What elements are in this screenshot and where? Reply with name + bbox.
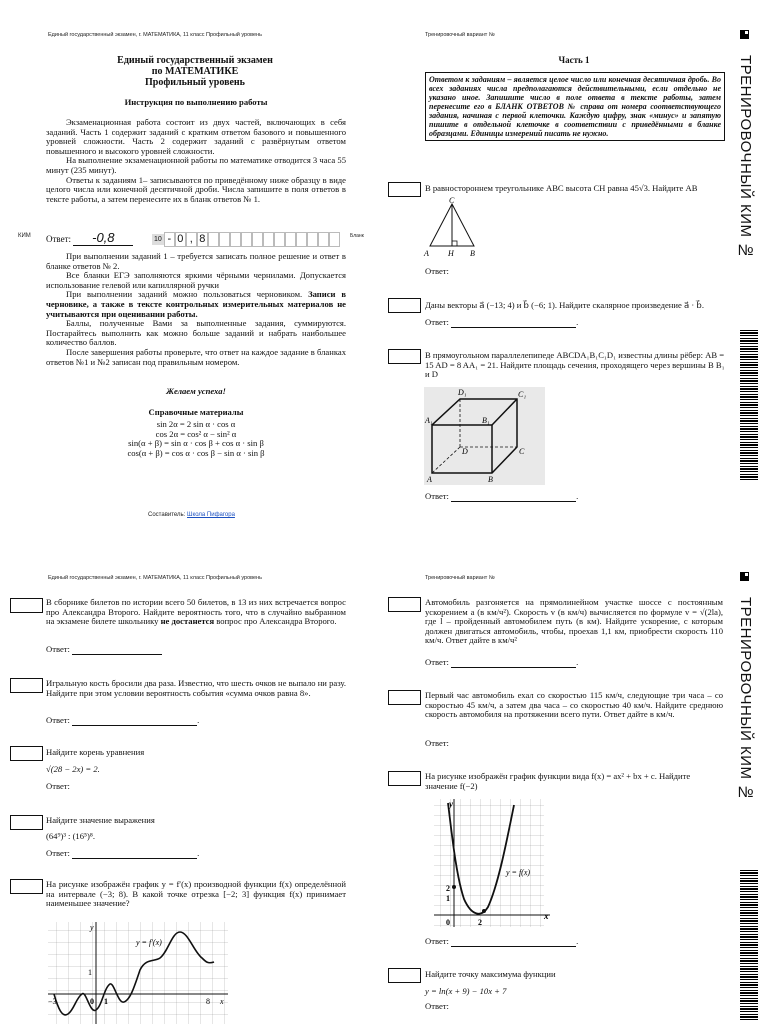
axis-x-label: x [220, 997, 224, 1006]
sample-answer [46, 230, 133, 246]
page-header-2: Единый государственный экзамен, г. МАТЕМАТИКА, 11 класс Профильный уровень [48, 575, 262, 581]
instruction-p2: На выполнение экзаменационной работы по математике отводится 3 часа 55 минут (235 минут). [46, 155, 346, 175]
answer-label-q3: Ответ: [425, 491, 449, 501]
answer-box-q12[interactable] [388, 968, 421, 983]
instruction-title: Инструкция по выполнению работы [124, 97, 268, 107]
question-8: На рисунке изображён график y = f′(x) производной функции f(x) определённой на интервале (−3; 8). В какой точке отрезка [−2; 3] функция f(x) принимает наименьшее значение? [46, 879, 346, 909]
instruction-p6 [46, 290, 346, 319]
instruction-p1: Экзаменационная работа состоит из двух частей, включающих в себя заданий. Часть 1 содержит заданий с кратким ответом базового и повышенного уровней сложности. Часть 2 содержит заданий с развёрнутым ответом повышенного и высокого уровней сложности. [46, 117, 346, 156]
answer-box-q5[interactable] [10, 678, 43, 693]
reference-title: Справочные материалы [148, 407, 244, 417]
answer-box-q1[interactable] [388, 182, 421, 197]
answer-label-q10: Ответ: [425, 738, 449, 748]
label-h: H [448, 249, 454, 258]
x-tick-8: 8 [206, 997, 210, 1006]
author-line [148, 512, 235, 518]
y-tick-1: 1 [88, 968, 92, 977]
curve-label: y = f′(x) [136, 938, 162, 947]
answer-line-q2[interactable] [451, 319, 576, 328]
x-tick-1: 1 [104, 997, 108, 1006]
blank-cell [285, 232, 296, 247]
question-5: Игральную кость бросили два раза. Известно, что шесть очков не выпало ни разу. Найдите при этом условии вероятность события «сумма очков равна 8». [46, 678, 346, 698]
question-6-equation: √(28 − 2x) = 2. [46, 764, 100, 774]
question-6: Найдите корень уравнения [46, 747, 145, 757]
label-d: D [462, 447, 468, 456]
instruction-p6-bold: Записи в черновике, а также в тексте контрольных измерительных материалов не учитываются при оценивании работы. [46, 289, 346, 319]
x-tick-0: 0 [90, 997, 94, 1006]
answer-label-q11: Ответ: [425, 936, 449, 946]
label-b-box: B [488, 475, 493, 484]
label-c: C [449, 196, 455, 205]
marker-square-bottom [740, 572, 749, 581]
variant-header-2: Тренировочный вариант № [425, 575, 495, 581]
answer-box-q7[interactable] [10, 815, 43, 830]
side-label-bottom: ТРЕНИРОВОЧНЫЙ КИМ № [737, 597, 754, 802]
blank-cell [241, 232, 252, 247]
author-label: Составитель: [148, 512, 186, 518]
barcode-top [740, 330, 758, 480]
label-a-box: A [427, 475, 432, 484]
answer-box-q4[interactable] [10, 598, 43, 613]
blank-cell: 0 [175, 232, 186, 247]
blank-sample-number: 10 [154, 235, 162, 243]
question-1: В равностороннем треугольнике ABC высота CH равна 45√3. Найдите AB [425, 183, 698, 193]
blank-cell [208, 232, 219, 247]
answer-label-q6: Ответ: [46, 781, 70, 791]
blank-cell [307, 232, 318, 247]
answer-row-q11: Ответ: . [425, 936, 579, 946]
blank-cell: , [186, 232, 197, 247]
blank-cell [230, 232, 241, 247]
answer-label-q1: Ответ: [425, 266, 449, 276]
blank-cell [318, 232, 329, 247]
instruction-p4: При выполнении заданий 1 – требуется записать полное решение и ответ в бланке ответов № 2. [46, 251, 346, 271]
question-4-text: В сборнике билетов по истории всего 50 билетов, в 13 из них встречается вопрос про Александра Второго. Найдите вероятность того, что в случайно выбранном на экзамене билете школьнику [46, 597, 346, 627]
answer-box-q2[interactable] [388, 298, 421, 313]
label-a1: A₁ [425, 416, 433, 425]
blank-cell [296, 232, 307, 247]
answer-box-q3[interactable] [388, 349, 421, 364]
answer-line-q3[interactable] [451, 493, 576, 502]
formula-4: cos(α + β) = cos α · cos β − sin α · sin β [127, 447, 265, 458]
answer-box-q6[interactable] [10, 746, 43, 761]
blank-cell: 8 [197, 232, 208, 247]
answer-row-q5: Ответ: . [46, 715, 200, 725]
blank-cell [274, 232, 285, 247]
x-tick-minus3: −3 [48, 997, 57, 1006]
instruction-p8: После завершения работы проверьте, что ответ на каждое задание в бланках ответов №1 и №2 записан под правильным номером. [46, 346, 346, 367]
title-line-3: Профильный уровень [145, 77, 245, 88]
page-header: Единый государственный экзамен, г. МАТЕМАТИКА, 11 класс Профильный уровень [48, 32, 262, 38]
instruction-p5: Все бланки ЕГЭ заполняются яркими чёрными чернилами. Допускается использование гелевой или капиллярной ручки [46, 270, 346, 290]
triangle-figure [422, 196, 482, 262]
answer-label-q12: Ответ: [425, 1001, 449, 1011]
answer-box-q11[interactable] [388, 771, 421, 786]
answer-row-q7: Ответ: . [46, 848, 200, 858]
answer-row-q2: Ответ: . [425, 317, 579, 327]
instruction-p3: Ответы к заданиям 1– записываются по приведённому ниже образцу в виде целого числа или конечной десятичной дроби. Числа запишите в поля ответов в тексте работы, а затем перенесите их в бланк ответов № 1. [46, 174, 346, 204]
reference-formulas [46, 420, 346, 458]
barcode-bottom [740, 870, 758, 1020]
question-7: Найдите значение выражения [46, 815, 155, 825]
answer-label-q7: Ответ: [46, 848, 70, 858]
answer-box-q8[interactable] [10, 879, 43, 894]
marker-square-top [740, 30, 749, 39]
blank-cell [263, 232, 274, 247]
question-7-expression: (64⁹)³ : (16⁵)⁸. [46, 831, 96, 841]
variant-header: Тренировочный вариант № [425, 32, 495, 38]
x-tick-2: 2 [478, 918, 482, 927]
instruction-p6-text: При выполнении заданий можно пользоваться черновиком. [66, 289, 309, 300]
blank-cell [329, 232, 340, 247]
parallelepiped-figure [422, 385, 547, 487]
question-9: Автомобиль разгоняется на прямолинейном участке шоссе с постоянным ускорением a (в км/ч²). Скорость v (в км/ч) вычисляется по формуле v = √(2la), где l – пройденный автомобилем путь (в км). Найдите ускорение, с которым должен двигаться автомобиль, чтобы, проехав 1,1 км, приобрести скорость 110 км/ч. Ответ дайте в км/ч² [425, 597, 723, 646]
title-line-2: по МАТЕМАТИКЕ [151, 66, 239, 77]
y-tick-2: 2 [446, 884, 450, 893]
blank-cell [252, 232, 263, 247]
answer-line-q4[interactable] [72, 646, 162, 655]
blank-sample [152, 230, 340, 245]
answer-row-q4 [46, 645, 162, 655]
label-b: B [470, 249, 475, 258]
x-tick-0-b: 0 [446, 918, 450, 927]
label-c1: C₁ [518, 390, 527, 399]
instruction-p7: Баллы, полученные Вами за выполненные задания, суммируются. Постарайтесь выполнить как можно больше заданий и набрать наибольшее количество баллов. [46, 318, 346, 348]
side-label-top: ТРЕНИРОВОЧНЫЙ КИМ № [737, 55, 754, 260]
question-4-bold: не достанется [160, 616, 215, 627]
parabola-graph [430, 795, 555, 930]
label-a: A [424, 249, 429, 258]
answer-box-q10[interactable] [388, 690, 421, 705]
question-12-equation: y = ln(x + 9) − 10x + 7 [425, 986, 507, 996]
label-b1: B₁ [482, 416, 490, 425]
question-4 [46, 598, 346, 627]
label-c-box: C [519, 447, 525, 456]
kim-label: КИМ [18, 233, 31, 239]
answer-box-q9[interactable] [388, 597, 421, 612]
answer-label-q5: Ответ: [46, 715, 70, 725]
exam-title [100, 55, 290, 88]
instruction-body-2 [46, 252, 346, 367]
instruction-body [46, 118, 346, 204]
axis-x-label-2: x [544, 911, 549, 921]
blank-label: Бланк [350, 233, 364, 239]
answer-row-q3: Ответ: . [425, 491, 579, 501]
formula-1: sin 2α = 2 sin α · cos α [156, 419, 236, 429]
question-4-end: вопрос про Александра Второго. [214, 616, 337, 627]
blank-cell: - [164, 232, 175, 247]
label-d1: D₁ [458, 388, 467, 397]
answer-label-q9: Ответ: [425, 657, 449, 667]
formula-3: sin(α + β) = sin α · cos β + cos α · sin β [128, 438, 264, 449]
wish-text: Желаем успеха! [166, 386, 226, 396]
author-link[interactable]: Школа Пифагора [187, 512, 235, 518]
title-line-1: Единый государственный экзамен [117, 55, 273, 66]
formula-2: cos 2α = cos² α − sin² α [155, 428, 237, 439]
answer-line-q7[interactable] [72, 850, 197, 859]
y-tick-1-b: 1 [446, 894, 450, 903]
question-11: На рисунке изображён график функции вида f(x) = ax² + bx + c. Найдите значение f(−2) [425, 771, 691, 791]
answer-label-q2: Ответ: [425, 317, 449, 327]
answer-line-q11[interactable] [451, 938, 576, 947]
axis-y-label-2: y [449, 799, 453, 809]
answer-line-q5[interactable] [72, 717, 197, 726]
blank-cell [219, 232, 230, 247]
answer-line-q9[interactable] [451, 659, 576, 668]
axis-y-label: y [90, 923, 94, 932]
instruction-frame: Ответом к заданиям – является целое число или конечная десятичная дробь. Во всех заданиях числа предполагаются действительными, если отдельно не указано иное. Запишите число в поле ответа в тексте работы, затем перенесите его в БЛАНК ОТВЕТОВ № справа от номера соответствующего задания, начиная с первой клеточки. Каждую цифру, знак «минус» и запятую пишите в отдельной клеточке в соответствии с приведёнными в бланке образцами. Единицы измерений писать не нужно. [425, 72, 725, 141]
question-10: Первый час автомобиль ехал со скоростью 115 км/ч, следующие три часа – со скоростью 45 км/ч, а затем два часа – со скоростью 40 км/ч. Найдите среднюю скорость автомобиля на протяжении всего пути. Ответ дайте в км/ч. [425, 690, 723, 720]
parabola-label: y = f(x) [506, 868, 531, 877]
sample-answer-value: -0,8 [73, 230, 133, 246]
part-title: Часть 1 [558, 55, 590, 65]
question-3: В прямоугольном параллелепипеде ABCDA₁B₁C₁D₁ известны длины рёбер: AB = 15 AD = 8 AA₁ = 21. Найдите площадь сечения, проходящего через вершины B B₁ и D [425, 350, 725, 380]
sample-answer-label: Ответ: [46, 234, 72, 244]
question-2: Даны векторы a⃗ (−13; 4) и b⃗ (−6; 1). Найдите скалярное произведение a⃗ · b⃗. [425, 300, 704, 310]
question-12: Найдите точку максимума функции [425, 969, 556, 979]
derivative-graph [44, 918, 229, 1024]
answer-label-q4: Ответ: [46, 644, 70, 654]
answer-row-q9: Ответ: . [425, 657, 579, 667]
